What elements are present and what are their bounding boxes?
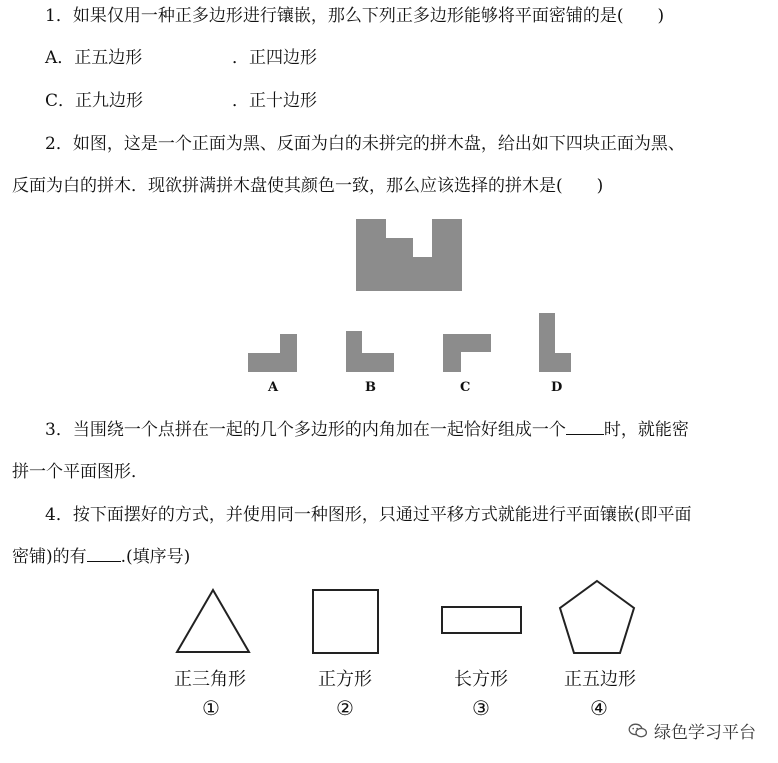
puzzle-board — [356, 219, 462, 291]
shape-num-3: ③ — [472, 696, 490, 720]
shape-num-1: ① — [202, 696, 220, 720]
shape-pentagon — [560, 581, 634, 653]
q1-stem: 1．如果仅用一种正多边形进行镶嵌，那么下列正多边形能够将平面密铺的是( ) — [45, 6, 665, 26]
q1-option-d-letter: ． — [232, 91, 249, 111]
q4-answer-blank — [87, 545, 121, 562]
q1-option-a-text: 正五边形 — [74, 48, 143, 68]
wechat-icon — [628, 723, 648, 739]
shape-label-square: 正方形 — [318, 669, 372, 690]
q2-stem-line2: 反面为白的拼木．现欲拼满拼木盘使其颜色一致，那么应该选择的拼木是( ) — [12, 176, 604, 196]
piece-label-c: C — [460, 380, 471, 395]
shape-label-triangle: 正三角形 — [174, 669, 246, 690]
shape-triangle — [177, 590, 249, 652]
piece-b — [346, 331, 394, 372]
q1-option-b-letter: ． — [232, 48, 249, 68]
q3-line1-before: 3．当围绕一个点拼在一起的几个多边形的内角加在一起恰好组成一个 — [45, 420, 566, 440]
shape-square — [313, 590, 378, 653]
piece-d — [539, 313, 571, 372]
q4-line2-after: .(填序号) — [120, 547, 191, 567]
shape-num-4: ④ — [590, 696, 608, 720]
piece-label-a: A — [268, 380, 279, 395]
q2-stem-line1: 2．如图，这是一个正面为黑、反面为白的未拼完的拼木盘，给出如下四块正面为黑、 — [45, 134, 685, 154]
piece-a — [248, 334, 297, 372]
piece-label-d: D — [551, 380, 563, 395]
q4-line2-before: 密铺)的有 — [12, 547, 87, 567]
q1-option-c-text: 正九边形 — [75, 91, 144, 111]
q3-line1-after: 时，就能密 — [603, 420, 689, 440]
q4-line2 — [12, 545, 190, 569]
shape-num-2: ② — [336, 696, 354, 720]
piece-c — [443, 334, 491, 372]
shape-label-rectangle: 长方形 — [454, 669, 508, 690]
piece-label-b: B — [365, 380, 376, 395]
shape-rectangle — [442, 607, 521, 633]
q3-line1 — [45, 418, 689, 442]
shape-label-pentagon: 正五边形 — [564, 669, 636, 690]
watermark-text: 绿色学习平台 — [654, 723, 756, 743]
q3-line2: 拼一个平面图形． — [12, 462, 148, 482]
q1-option-d-text: 正十边形 — [249, 91, 317, 111]
q1-option-c-letter: C． — [45, 91, 76, 111]
q3-answer-blank — [566, 418, 604, 435]
q1-option-a-letter: A． — [45, 48, 75, 68]
watermark — [628, 718, 756, 743]
q4-line1: 4．按下面摆好的方式，并使用同一种图形，只通过平移方式就能进行平面镶嵌(即平面 — [45, 505, 692, 525]
q1-option-b-text: 正四边形 — [249, 48, 317, 68]
